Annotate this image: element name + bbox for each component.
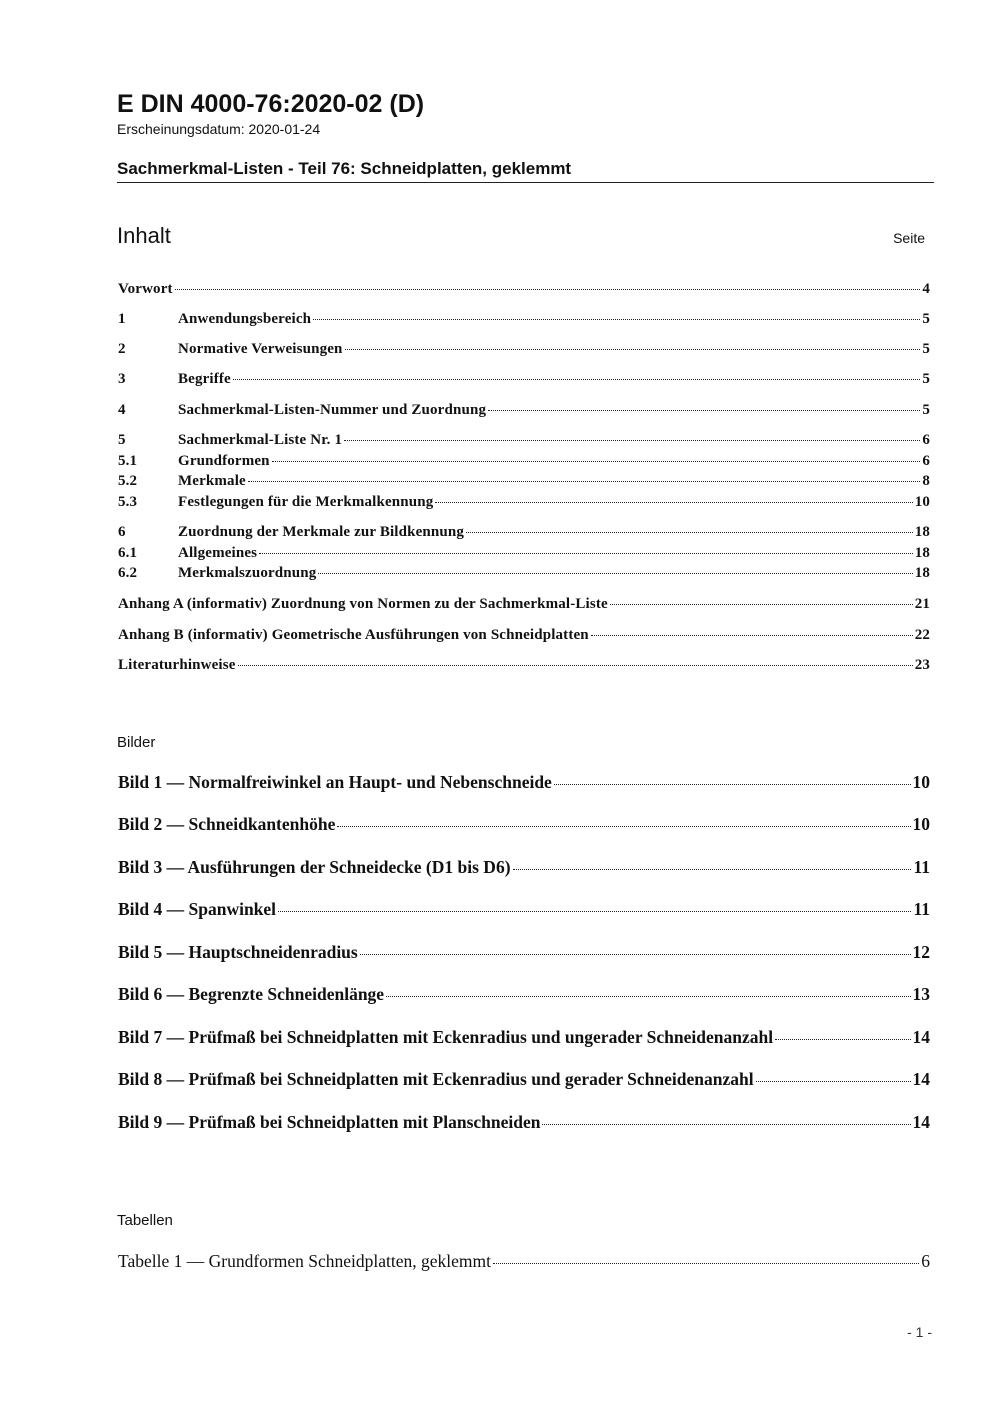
- dot-leader: [272, 461, 921, 462]
- toc-entry-page: 8: [922, 473, 930, 489]
- table-entry-page: 6: [921, 1251, 930, 1271]
- figure-entry[interactable]: [118, 899, 930, 920]
- toc-entry-title: Merkmale: [178, 473, 246, 489]
- dot-leader: [248, 481, 921, 482]
- figure-entry-page: 12: [912, 942, 930, 962]
- document-subject: Sachmerkmal-Listen - Teil 76: Schneidplatten, geklemmt: [117, 159, 572, 178]
- toc-entry-number: 2: [118, 341, 126, 357]
- toc-entry-page: 5: [922, 341, 930, 357]
- figure-entry-title: Bild 2 — Schneidkantenhöhe: [118, 814, 336, 834]
- toc-entry[interactable]: [118, 524, 930, 541]
- document-title: E DIN 4000-76:2020-02 (D): [117, 90, 425, 118]
- toc-entry-number: 5: [118, 432, 126, 448]
- toc-entry-title: Begriffe: [178, 371, 231, 387]
- figure-entry-page: 11: [913, 857, 930, 877]
- dot-leader: [386, 996, 910, 997]
- figure-entry[interactable]: [118, 772, 930, 793]
- toc-entry-page: 22: [914, 627, 930, 643]
- figure-entry-title: Bild 3 — Ausführungen der Schneidecke (D1 bis D6): [118, 857, 511, 877]
- toc-entry[interactable]: [118, 545, 930, 562]
- dot-leader: [344, 440, 920, 441]
- toc-entry-number: 6: [118, 524, 126, 540]
- toc-entry[interactable]: [118, 627, 930, 644]
- figures-heading: Bilder: [117, 734, 156, 751]
- toc-entry-number: 6.2: [118, 565, 138, 581]
- toc-entry[interactable]: [118, 453, 930, 470]
- toc-entry-page: 23: [914, 657, 930, 673]
- toc-entry-page: 18: [914, 565, 930, 581]
- toc-entry-number: 3: [118, 371, 126, 387]
- dot-leader: [360, 954, 911, 955]
- figure-entry-page: 10: [912, 772, 930, 792]
- toc-entry[interactable]: [118, 565, 930, 582]
- figure-entry-page: 13: [912, 984, 930, 1004]
- figure-entry-title: Bild 7 — Prüfmaß bei Schneidplatten mit Eckenradius und ungerader Schneidenanzahl: [118, 1027, 774, 1047]
- toc-entry-number: 5.3: [118, 494, 138, 510]
- table-entry-title: Tabelle 1 — Grundformen Schneidplatten, geklemmt: [118, 1251, 491, 1271]
- toc-entry-page: 5: [922, 311, 930, 327]
- dot-leader: [337, 826, 910, 827]
- toc-entry[interactable]: [118, 402, 930, 419]
- dot-leader: [775, 1039, 910, 1040]
- dot-leader: [513, 869, 912, 870]
- figure-entry-title: Bild 1 — Normalfreiwinkel an Haupt- und Nebenschneide: [118, 772, 552, 792]
- figure-entry-title: Bild 4 — Spanwinkel: [118, 899, 277, 919]
- dot-leader: [610, 604, 913, 605]
- toc-entry-title: Vorwort: [118, 281, 173, 297]
- toc-entry-title: Merkmalszuordnung: [178, 565, 317, 581]
- toc-entry[interactable]: [118, 494, 930, 511]
- toc-entry-number: 4: [118, 402, 126, 418]
- dot-leader: [233, 379, 921, 380]
- toc-entry-title: Sachmerkmal-Liste Nr. 1: [178, 432, 343, 448]
- toc-entry-page: 4: [922, 281, 930, 297]
- toc-entry-page: 6: [922, 453, 930, 469]
- figure-entry[interactable]: [118, 1027, 930, 1048]
- figure-entry-page: 10: [912, 814, 930, 834]
- toc-entry-page: 5: [922, 402, 930, 418]
- dot-leader: [345, 349, 921, 350]
- dot-leader: [493, 1263, 919, 1264]
- table-entry[interactable]: [118, 1251, 930, 1272]
- figure-entry-title: Bild 6 — Begrenzte Schneidenlänge: [118, 984, 385, 1004]
- dot-leader: [318, 573, 912, 574]
- dot-leader: [435, 502, 912, 503]
- toc-entry[interactable]: [118, 371, 930, 388]
- figure-entry-page: 14: [912, 1027, 930, 1047]
- dot-leader: [488, 410, 920, 411]
- dot-leader: [238, 665, 913, 666]
- figure-entry[interactable]: [118, 1112, 930, 1133]
- toc-entry-page: 21: [914, 596, 930, 612]
- figure-entry-page: 11: [913, 899, 930, 919]
- dot-leader: [542, 1124, 910, 1125]
- toc-entry-page: 18: [914, 524, 930, 540]
- dot-leader: [554, 784, 911, 785]
- figure-entry[interactable]: [118, 984, 930, 1005]
- toc-entry-title: Normative Verweisungen: [178, 341, 343, 357]
- toc-entry-page: 5: [922, 371, 930, 387]
- toc-entry-number: 5.2: [118, 473, 138, 489]
- toc-entry-number: 5.1: [118, 453, 138, 469]
- figure-entry-title: Bild 9 — Prüfmaß bei Schneidplatten mit Planschneiden: [118, 1112, 541, 1132]
- toc-entry-title: Zuordnung der Merkmale zur Bildkennung: [178, 524, 465, 540]
- dot-leader: [278, 911, 911, 912]
- toc-entry-title: Anhang B (informativ) Geometrische Ausführungen von Schneidplatten: [118, 627, 589, 643]
- toc-entry[interactable]: [118, 432, 930, 449]
- toc-entry-number: 6.1: [118, 545, 138, 561]
- figure-entry[interactable]: [118, 857, 930, 878]
- toc-page-column-heading: Seite: [893, 230, 925, 246]
- dot-leader: [259, 553, 913, 554]
- toc-entry-title: Grundformen: [178, 453, 270, 469]
- toc-entry-title: Anwendungsbereich: [178, 311, 312, 327]
- toc-entry-page: 6: [922, 432, 930, 448]
- figure-entry-title: Bild 8 — Prüfmaß bei Schneidplatten mit Eckenradius und gerader Schneidenanzahl: [118, 1069, 754, 1089]
- header-divider: [117, 182, 934, 183]
- toc-entry[interactable]: [118, 596, 930, 613]
- toc-entry[interactable]: [118, 473, 930, 490]
- figure-entry[interactable]: [118, 942, 930, 963]
- toc-entry-page: 10: [914, 494, 930, 510]
- figure-entry-title: Bild 5 — Hauptschneidenradius: [118, 942, 358, 962]
- figure-entry-page: 14: [912, 1112, 930, 1132]
- toc-entry[interactable]: [118, 281, 930, 298]
- toc-entry[interactable]: [118, 311, 930, 328]
- toc-entry-number: 1: [118, 311, 126, 327]
- dot-leader: [756, 1081, 911, 1082]
- figure-entry[interactable]: [118, 814, 930, 835]
- dot-leader: [175, 289, 921, 290]
- publication-date: Erscheinungsdatum: 2020-01-24: [117, 121, 321, 137]
- toc-entry-title: Festlegungen für die Merkmalkennung: [178, 494, 434, 510]
- toc-entry-page: 18: [914, 545, 930, 561]
- dot-leader: [591, 635, 913, 636]
- figure-entry[interactable]: [118, 1069, 930, 1090]
- page-number: - 1 -: [907, 1324, 932, 1340]
- toc-entry-title: Sachmerkmal-Listen-Nummer und Zuordnung: [178, 402, 487, 418]
- toc-entry[interactable]: [118, 341, 930, 358]
- figure-entry-page: 14: [912, 1069, 930, 1089]
- toc-entry-title: Anhang A (informativ) Zuordnung von Normen zu der Sachmerkmal-Liste: [118, 596, 608, 612]
- toc-entry[interactable]: [118, 657, 930, 674]
- dot-leader: [313, 319, 920, 320]
- dot-leader: [466, 532, 913, 533]
- tables-heading: Tabellen: [117, 1212, 173, 1229]
- toc-entry-title: Literaturhinweise: [118, 657, 236, 673]
- toc-entry-title: Allgemeines: [178, 545, 258, 561]
- toc-heading: Inhalt: [117, 223, 171, 248]
